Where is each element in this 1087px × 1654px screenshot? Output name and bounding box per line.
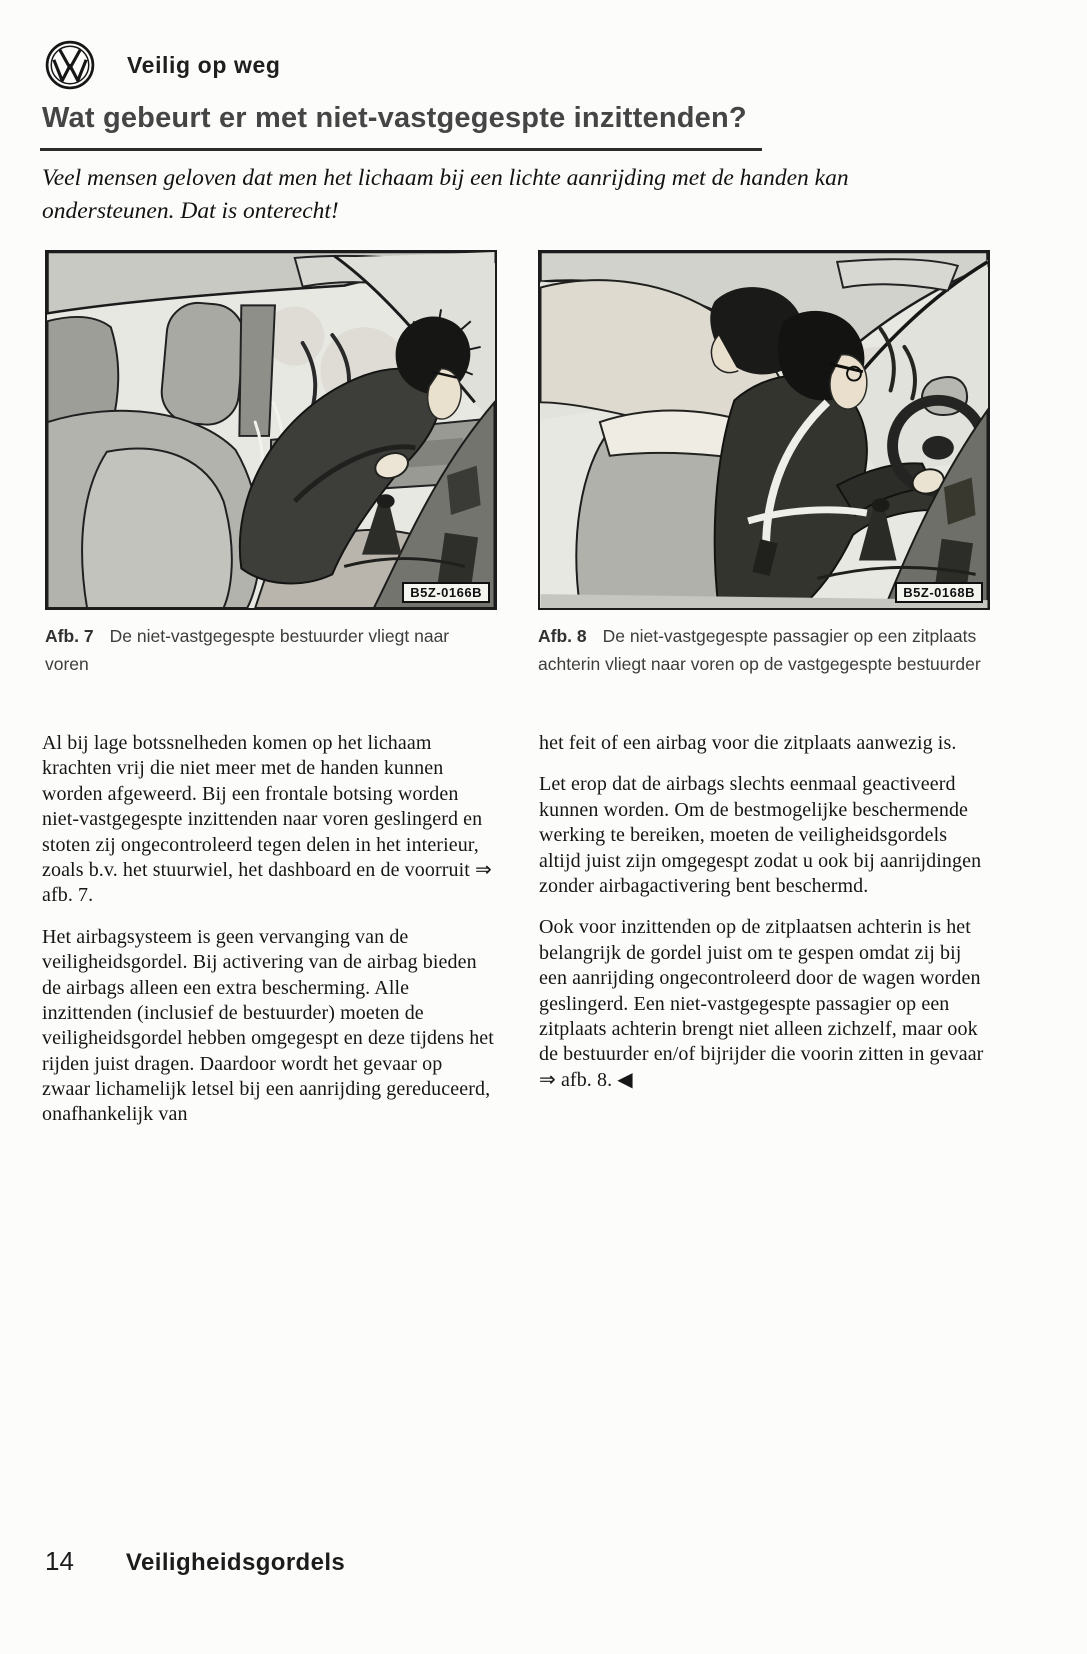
figure-label: Afb. 7	[45, 626, 94, 646]
crash-rear-passenger-illustration	[540, 252, 988, 608]
body-paragraph: het feit of een airbag voor die zitplaats aanwezig is.	[539, 732, 957, 754]
vw-logo-icon	[45, 40, 95, 90]
intro-text: Veel mensen geloven dat men het lichaam bij een lichte aanrijding met de handen kan ondersteunen. Dat is onterecht!	[42, 165, 849, 225]
image-code-badge: B5Z-0168B	[895, 582, 983, 603]
figure-caption-text: De niet-vastgegespte bestuurder vliegt naar voren	[45, 626, 450, 675]
body-paragraph: Al bij lage botssnelheden komen op het lichaam krachten vrij die niet meer met de handen kunnen worden afgeweerd. Bij een frontale botsing worden niet-vastgegespte inzittenden naar voren geslingerd en stoten zij ongecontroleerd tegen delen in het interieur, zoals b.v. het stuurwiel, het dashboard en de voorruit ⇒ afb. 7.	[42, 732, 492, 907]
page-footer	[45, 1546, 345, 1577]
figure-8	[538, 250, 990, 679]
figure-7-caption	[45, 622, 497, 679]
footer-section-title: Veiligheidsgordels	[125, 1549, 346, 1576]
page-title: Wat gebeurt er met niet-vastgegespte inzittenden?	[42, 102, 747, 134]
figure-caption-text: De niet-vastgegespte passagier op een zitplaats achterin vliegt naar voren op de vastgegespte bestuurder	[538, 626, 981, 675]
right-column	[539, 731, 992, 1144]
left-column	[42, 731, 495, 1144]
body-paragraph: Ook voor inzittenden op de zitplaatsen achterin is het belangrijk de gordel juist om te gespen omdat zij bij een aanrijding ongecontroleerd door de wagen worden geslingerd. Een niet-vastgegespte passagier op een zitplaats achterin brengt niet alleen zichzelf, maar ook de bestuurder en/of bijrijder die voorin zitten in gevaar ⇒ afb. 8. ◀	[539, 916, 984, 1091]
crash-unbelted-driver-illustration	[47, 252, 495, 608]
body-columns	[42, 731, 992, 1144]
image-code-badge: B5Z-0166B	[402, 582, 490, 603]
page-header	[45, 40, 281, 90]
section-title: Veilig op weg	[127, 51, 281, 78]
title-rule	[40, 148, 762, 151]
page-number: 14	[45, 1546, 74, 1576]
body-paragraph: Let erop dat de airbags slechts eenmaal geactiveerd kunnen worden. Om de bestmogelijke beschermende werking te bereiken, moeten de veiligheidsgordels altijd juist zijn omgegespt zodat u ook bij aanrijdingen zonder airbagactivering bent beschermd.	[539, 773, 982, 897]
figure-8-caption	[538, 622, 990, 679]
figure-8-image	[538, 250, 990, 610]
figure-label: Afb. 8	[538, 626, 587, 646]
body-paragraph: Het airbagsysteem is geen vervanging van de veiligheidsgordel. Bij activering van de airbag bieden de airbags alleen een extra bescherming. Alle inzittenden (inclusief de bestuurder) moeten de veiligheidsgordel hebben omgegespt en deze tijdens het rijden juist dragen. Daardoor wordt het gevaar op zwaar lichamelijk letsel bij een aanrijding gereduceerd, onafhankelijk van	[42, 925, 494, 1126]
figure-7	[45, 250, 497, 679]
figure-7-image	[45, 250, 497, 610]
